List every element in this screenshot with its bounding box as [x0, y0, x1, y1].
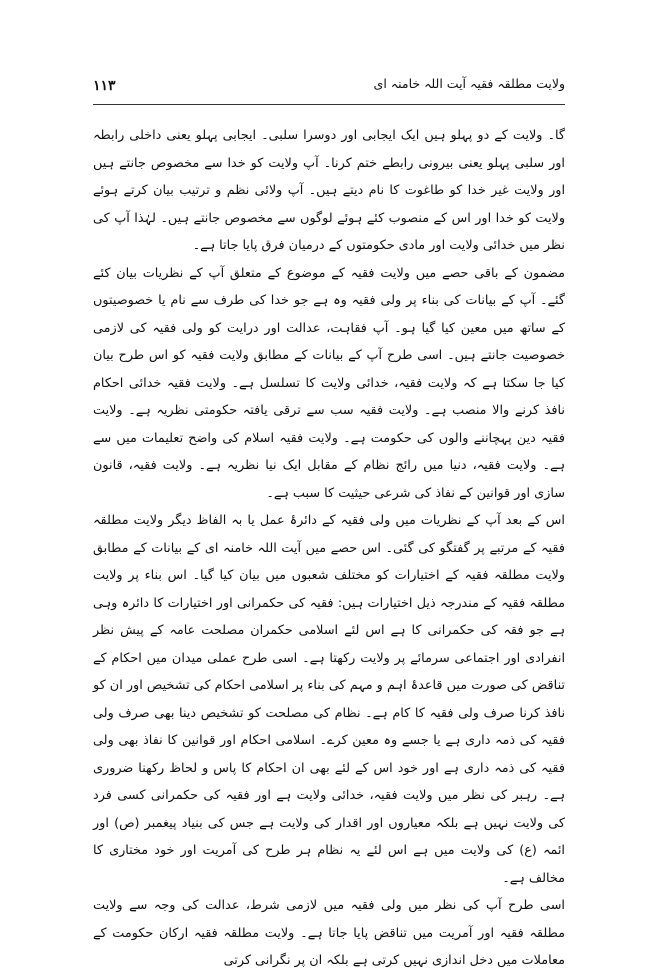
paragraph-2: مضمون کے باقی حصے میں ولایت فقیہ کے موضوع کے متعلق آپ کے نظریات بیان کئے گئے۔ آپ کے بیانات کی بناء پر ولی فقیہ وہ ہے جو خدا کی طرف سے نام یا خصوصیتوں کے ساتھ میں معین کیا گیا ہو۔ آپ فقاہت، عدالت اور درایت کو ولی فقیہ کی لازمی خصوصیت جانتے ہیں۔ اسی طرح آپ کے بیانات کے مطابق ولایت فقیہ کو اس طرح بیان کیا جا سکتا ہے کہ ولایت فقیہ، خدائی ولایت کا تسلسل ہے۔ ولایت فقیہ خدائی احکام نافذ کرنے والا منصب ہے۔ ولایت فقیہ سب سے ترقی یافتہ حکومتی نظریہ ہے۔ ولایت فقیہ دین پہچاننے والوں کی حکومت ہے۔ ولایت فقیہ اسلام کی واضح تعلیمات میں سے ہے۔ ولایت فقیہ، دنیا میں رائج نظام کے مقابل ایک نیا نظریہ ہے۔ ولایت فقیہ، قانون سازی اور قوانین کے نفاذ کی شرعی حیثیت کا سبب ہے۔	[93, 265, 565, 501]
paragraph-3: اس کے بعد آپ کے نظریات میں ولی فقیہ کے دائرۂ عمل یا بہ الفاظ دیگر ولایت مطلقہ فقیہ کے مرتبے پر گفتگو کی گئی۔ اس حصے میں آیت اللہ خامنہ ای کے بیانات کے مطابق ولایت مطلقہ فقیہ کے اختیارات کو مختلف شعبوں میں بیان کیا گیا۔ اس بناء پر ولایت مطلقہ فقیہ کے مندرجہ ذیل اختیارات ہیں: فقیہ کی حکمرانی اور اختیارات کا دائرہ وہی ہے جو فقہ کی حکمرانی کا ہے اس لئے اسلامی حکمران مصلحت عامہ کے پیش نظر انفرادی اور اجتماعی سرمائے پر ولایت رکھتا ہے۔ اسی طرح عملی میدان میں احکام کے تناقض کی صورت میں قاعدۂ اہم و مہم کی بناء پر اسلامی احکام کی تشخیص اور ان کو نافذ کرنا صرف ولی فقیہ کا کام ہے۔ نظام کی مصلحت کو تشخیص دینا بھی صرف ولی فقیہ کی ذمہ داری ہے یا جسے وہ معین کرے۔ اسلامی احکام اور قوانین کا نفاذ بھی ولی فقیہ کی ذمہ داری ہے اور خود اس کے لئے بھی ان احکام کا پاس و لحاظ رکھنا ضروری ہے۔ رہبر کی نظر میں ولایت فقیہ، خدائی ولایت ہے اور فقیہ کی حکمرانی کسی فرد کی ولایت نہیں ہے بلکہ معیاروں اور اقدار کی ولایت ہے جس کی بنیاد پیغمبر (ص) اور ائمہ (ع) کی ولایت میں ہے اس لئے یہ نظام ہر طرح کی آمریت اور خود مختاری کا مخالف ہے۔	[93, 513, 565, 886]
page-number: ۱۱۳	[93, 78, 116, 94]
paragraph-4: اسی طرح آپ کی نظر میں ولی فقیہ میں لازمی شرط، عدالت کی وجہ سے ولایت مطلقہ فقیہ اور آمریت میں تناقض پایا جاتا ہے۔ ولایت مطلقہ فقیہ ارکان حکومت کے معاملات میں دخل اندازی نہیں کرتی ہے بلکہ ان پر نگرانی کرتی	[93, 898, 565, 968]
header-divider	[93, 104, 565, 105]
running-head	[93, 76, 565, 100]
paragraph-1: گا۔ ولایت کے دو پہلو ہیں ایک ایجابی اور دوسرا سلبی۔ ایجابی پہلو یعنی داخلی رابطہ اور سلبی پہلو یعنی بیرونی رابطے ختم کرنا۔ آپ ولایت کو خدا سے مخصوص جانتے ہیں اور ولایت غیر خدا کو طاغوت کا نام دیتے ہیں۔ آپ ولائی نظم و ترتیب بیان کرتے ہوئے ولایت کو خدا اور اس کے منصوب کئے ہوئے لوگوں سے مخصوص جانتے ہیں۔ لہٰذا آپ کی نظر میں خدائی ولایت اور مادی حکومتوں کے درمیان فرق پایا جاتا ہے۔	[93, 128, 565, 253]
running-title: ولایت مطلقہ فقیہ آیت اللہ خامنہ ای	[373, 76, 565, 91]
body-text	[93, 122, 565, 968]
